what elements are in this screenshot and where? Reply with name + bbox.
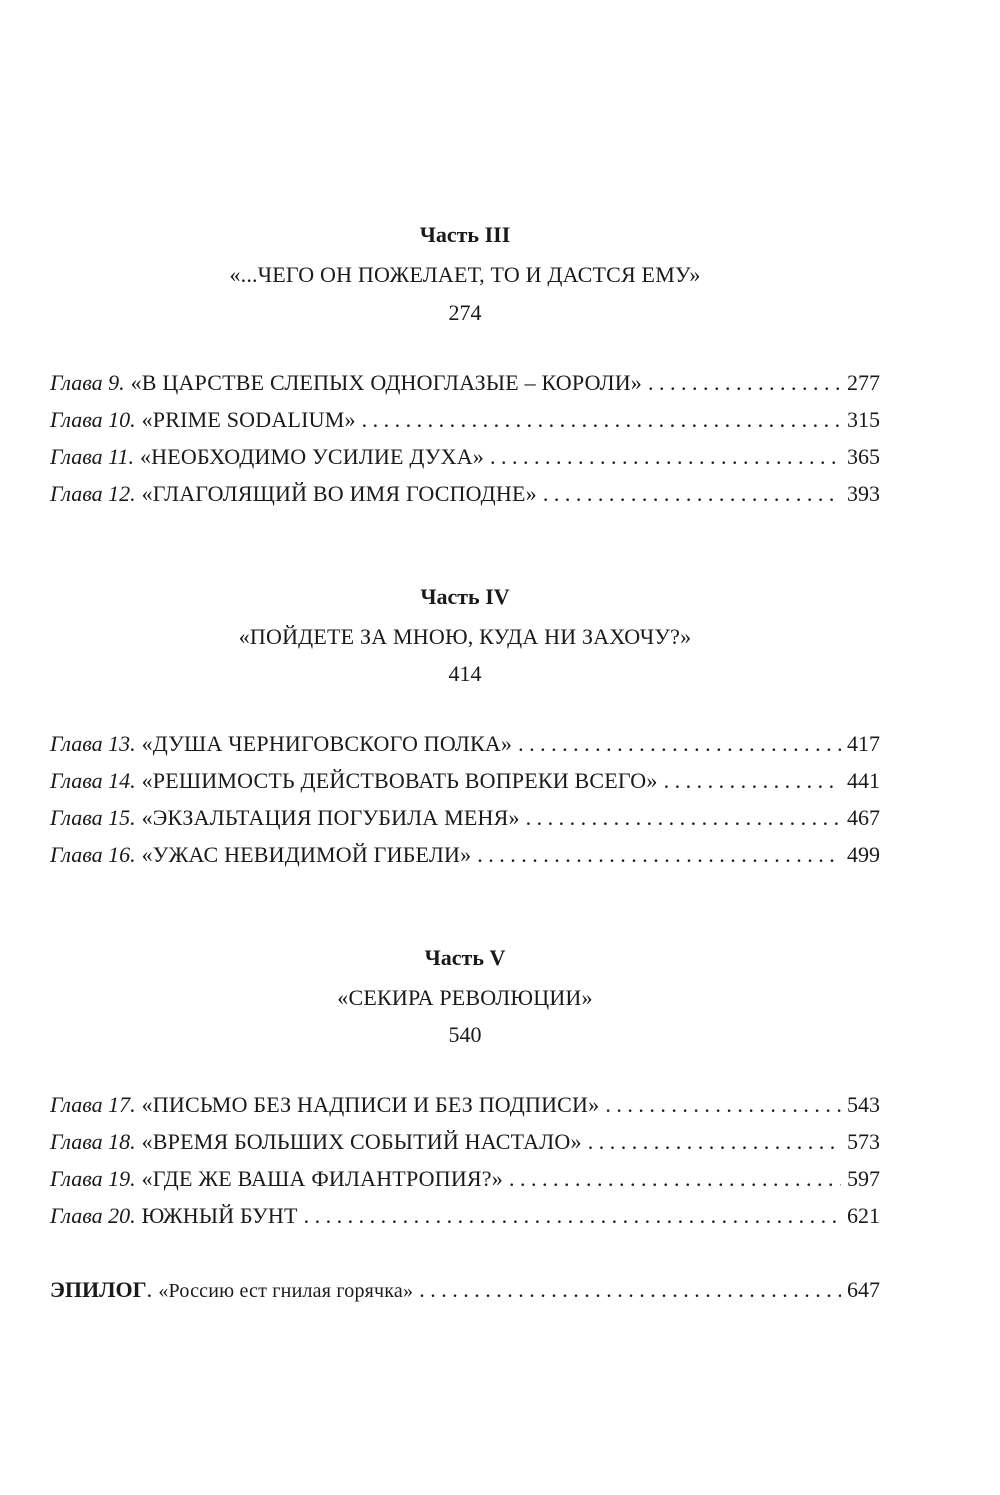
chapter-page-number: 315	[847, 407, 880, 432]
chapter-title: «В ЦАРСТВЕ СЛЕПЫХ ОДНОГЛАЗЫЕ – КОРОЛИ»	[130, 370, 642, 395]
part-title: «...ЧЕГО ОН ПОЖЕЛАЕТ, ТО И ДАСТСЯ ЕМУ»	[229, 262, 701, 287]
dot-leader	[588, 1129, 841, 1155]
chapter-title: «ГДЕ ЖЕ ВАША ФИЛАНТРОПИЯ?»	[141, 1166, 503, 1191]
chapter-label: Глава 17.	[50, 1092, 136, 1117]
toc-entry[interactable]	[50, 481, 880, 515]
part-heading: Часть IV	[420, 584, 510, 609]
toc-entry[interactable]	[50, 407, 880, 441]
toc-entry[interactable]	[50, 1166, 880, 1200]
chapter-page-number: 393	[847, 481, 880, 506]
part-heading: Часть V	[424, 945, 506, 970]
part-heading: Часть III	[419, 222, 511, 247]
toc-entry[interactable]	[50, 768, 880, 802]
chapter-page-number: 499	[847, 842, 880, 867]
chapter-label: Глава 10.	[50, 407, 136, 432]
chapter-title: «ПИСЬМО БЕЗ НАДПИСИ И БЕЗ ПОДПИСИ»	[141, 1092, 600, 1117]
part-title: «СЕКИРА РЕВОЛЮЦИИ»	[337, 985, 593, 1010]
toc-entry[interactable]	[50, 1203, 880, 1237]
chapter-label: Глава 18.	[50, 1129, 136, 1154]
toc-entry-epilogue[interactable]	[50, 1277, 880, 1311]
chapter-label: Глава 13.	[50, 731, 136, 756]
dot-leader	[509, 1166, 841, 1192]
chapter-page-number: 543	[847, 1092, 880, 1117]
chapter-label: Глава 14.	[50, 768, 136, 793]
toc-entry[interactable]	[50, 1092, 880, 1126]
part-title: «ПОЙДЕТЕ ЗА МНОЮ, КУДА НИ ЗАХОЧУ?»	[238, 624, 692, 649]
part-page-number: 414	[448, 661, 482, 686]
dot-leader	[304, 1203, 841, 1229]
dot-leader	[664, 768, 841, 794]
chapter-label: Глава 11.	[50, 444, 134, 469]
toc-entry[interactable]	[50, 444, 880, 478]
chapter-label: Глава 9.	[50, 370, 125, 395]
chapter-page-number: 441	[847, 768, 880, 793]
chapter-page-number: 467	[847, 805, 880, 830]
chapter-label: Глава 20.	[50, 1203, 136, 1228]
dot-leader	[605, 1092, 841, 1118]
chapter-label: Глава 19.	[50, 1166, 136, 1191]
chapter-page-number: 621	[847, 1203, 880, 1228]
epilogue-title: «Россию ест гнилая горячка»	[158, 1280, 414, 1302]
epilogue-separator: .	[146, 1277, 153, 1302]
dot-leader	[543, 481, 841, 507]
toc-entry[interactable]	[50, 370, 880, 404]
chapter-title: ЮЖНЫЙ БУНТ	[141, 1203, 298, 1228]
chapter-title: «PRIME SODALIUM»	[141, 407, 356, 432]
chapter-page-number: 597	[847, 1166, 880, 1191]
chapter-page-number: 573	[847, 1129, 880, 1154]
chapter-label: Глава 12.	[50, 481, 136, 506]
chapter-label: Глава 16.	[50, 842, 136, 867]
part-page-number: 274	[448, 300, 482, 325]
chapter-page-number: 365	[847, 444, 880, 469]
part-page-number: 540	[448, 1022, 482, 1047]
dot-leader	[477, 842, 841, 868]
dot-leader	[490, 444, 841, 470]
chapter-page-number: 417	[847, 731, 880, 756]
epilogue-label: ЭПИЛОГ	[50, 1277, 147, 1302]
chapter-title: «ДУША ЧЕРНИГОВСКОГО ПОЛКА»	[141, 731, 513, 756]
chapter-page-number: 277	[847, 370, 880, 395]
toc-entry[interactable]	[50, 842, 880, 876]
toc-entry[interactable]	[50, 805, 880, 839]
dot-leader	[518, 731, 841, 757]
dot-leader	[648, 370, 841, 396]
toc-entry[interactable]	[50, 731, 880, 765]
dot-leader	[419, 1277, 841, 1303]
epilogue-page-number: 647	[847, 1277, 880, 1302]
chapter-title: «ВРЕМЯ БОЛЬШИХ СОБЫТИЙ НАСТАЛО»	[141, 1129, 582, 1154]
chapter-title: «ЭКЗАЛЬТАЦИЯ ПОГУБИЛА МЕНЯ»	[141, 805, 520, 830]
dot-leader	[362, 407, 841, 433]
chapter-title: «УЖАС НЕВИДИМОЙ ГИБЕЛИ»	[141, 842, 472, 867]
toc-entry[interactable]	[50, 1129, 880, 1163]
chapter-label: Глава 15.	[50, 805, 136, 830]
chapter-title: «ГЛАГОЛЯЩИЙ ВО ИМЯ ГОСПОДНЕ»	[141, 481, 537, 506]
chapter-title: «РЕШИМОСТЬ ДЕЙСТВОВАТЬ ВОПРЕКИ ВСЕГО»	[141, 768, 658, 793]
dot-leader	[526, 805, 841, 831]
chapter-title: «НЕОБХОДИМО УСИЛИЕ ДУХА»	[139, 444, 485, 469]
